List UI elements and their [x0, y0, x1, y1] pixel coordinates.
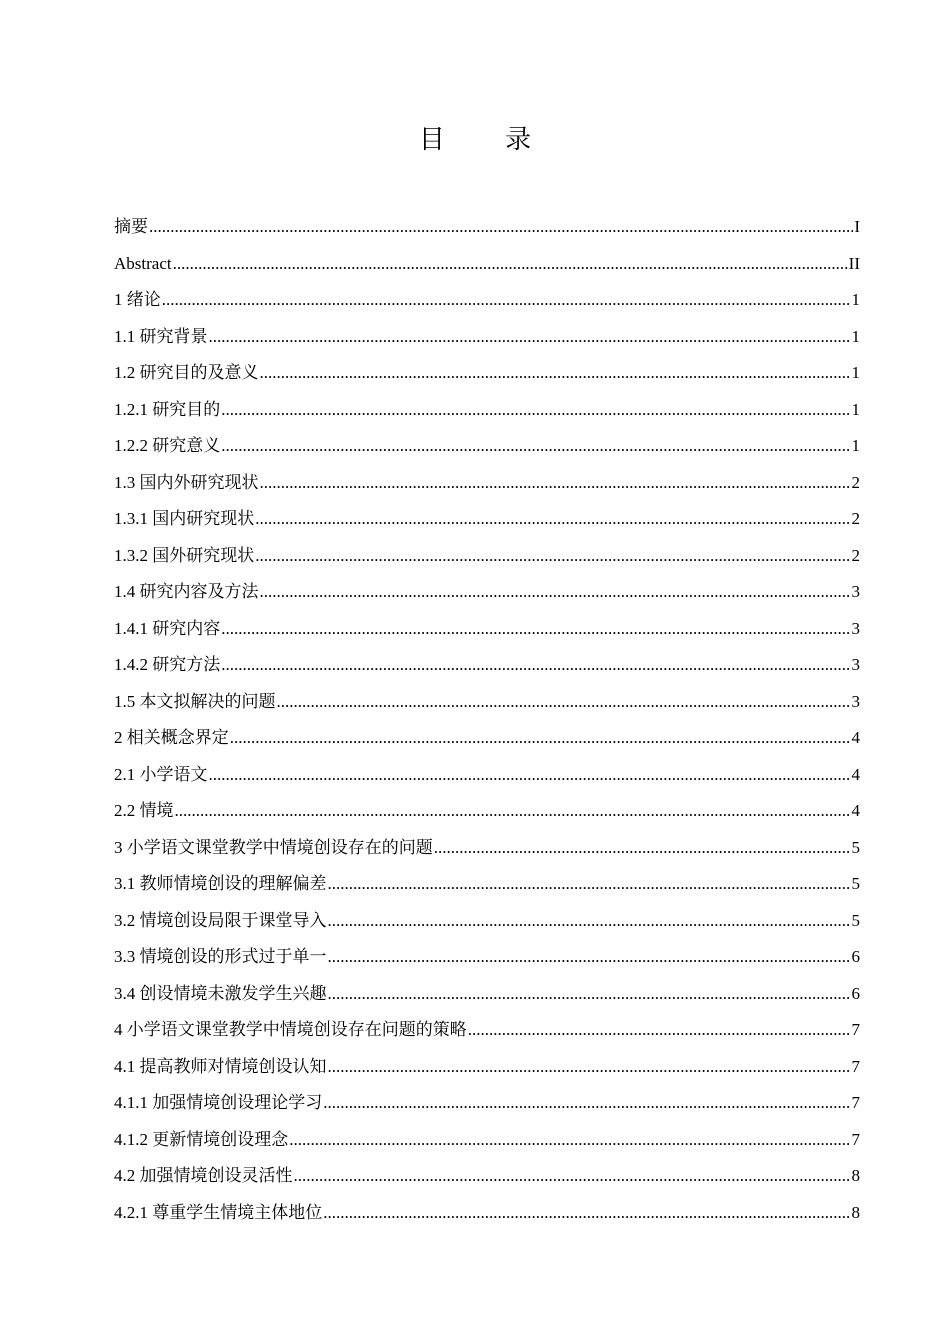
toc-entry-page-number: 3: [851, 582, 860, 601]
toc-entry[interactable]: [114, 1158, 860, 1195]
toc-dot-leader: [209, 757, 851, 794]
toc-dot-leader: [277, 684, 851, 721]
toc-entry-label: 4.2 加强情境创设灵活性: [114, 1166, 293, 1185]
toc-entry-page-number: 7: [851, 1129, 860, 1149]
toc-dot-leader: [230, 720, 851, 757]
toc-dot-leader: [221, 611, 850, 648]
toc-entry-page-number: 8: [851, 1166, 860, 1185]
toc-entry-label: 3 小学语文课堂教学中情境创设存在的问题: [114, 837, 433, 857]
toc-entry[interactable]: [114, 720, 860, 757]
toc-entry-label: 1.3.1 国内研究现状: [114, 509, 255, 528]
toc-entry-page-number: 3: [851, 655, 860, 674]
toc-entry-page-number: II: [848, 253, 860, 273]
toc-dot-leader: [175, 793, 851, 830]
toc-entry-label: 1.2 研究目的及意义: [114, 363, 259, 382]
toc-entry-label: 1.3.2 国外研究现状: [114, 545, 255, 565]
toc-entry-label: 1.1 研究背景: [114, 326, 208, 346]
toc-entry-label: 1.4.2 研究方法: [114, 655, 221, 674]
toc-entry[interactable]: [114, 392, 860, 429]
toc-entry[interactable]: [114, 1195, 860, 1232]
toc-entry-label: 4.1.2 更新情境创设理念: [114, 1129, 289, 1149]
toc-entry[interactable]: [114, 830, 860, 867]
toc-dot-leader: [260, 355, 851, 392]
toc-dot-leader: [434, 830, 851, 867]
toc-dot-leader: [294, 1158, 851, 1195]
toc-dot-leader: [323, 1195, 850, 1232]
toc-dot-leader: [255, 538, 850, 575]
toc-entry-page-number: 1: [851, 326, 860, 346]
toc-dot-leader: [468, 1012, 851, 1049]
toc-entry-page-number: 2: [851, 545, 860, 565]
toc-entry-page-number: 1: [851, 399, 860, 419]
toc-entry-label: 1.4.1 研究内容: [114, 618, 221, 638]
toc-entry-page-number: 4: [851, 728, 860, 747]
toc-entry-label: 1.4 研究内容及方法: [114, 582, 259, 601]
toc-entry-label: 2.2 情境: [114, 801, 174, 820]
toc-entry[interactable]: [114, 282, 860, 319]
toc-entry-page-number: 6: [851, 983, 860, 1003]
toc-entry[interactable]: [114, 355, 860, 392]
toc-entry[interactable]: [114, 684, 860, 721]
toc-entry-page-number: 5: [851, 910, 860, 930]
toc-dot-leader: [323, 1085, 850, 1122]
toc-entry-page-number: 3: [851, 618, 860, 638]
toc-dot-leader: [221, 428, 850, 465]
toc-entry[interactable]: [114, 246, 860, 283]
toc-dot-leader: [289, 1122, 850, 1159]
toc-entry[interactable]: [114, 866, 860, 903]
toc-dot-leader: [221, 392, 850, 429]
toc-dot-leader: [260, 574, 851, 611]
toc-dot-leader: [328, 866, 851, 903]
toc-entry-page-number: 2: [851, 509, 860, 528]
toc-entry-page-number: 7: [851, 1056, 860, 1076]
toc-entry-page-number: 1: [851, 363, 860, 382]
toc-dot-leader: [221, 647, 850, 684]
toc-entry-label: 1.2.1 研究目的: [114, 399, 221, 419]
toc-entry-label: 摘要: [114, 217, 148, 236]
toc-entry-label: Abstract: [114, 253, 172, 273]
toc-dot-leader: [328, 1049, 851, 1086]
toc-entry-page-number: 8: [851, 1202, 860, 1222]
toc-entry-page-number: 4: [851, 764, 860, 784]
toc-entry[interactable]: [114, 465, 860, 502]
toc-entry-page-number: 1: [851, 436, 860, 455]
toc-dot-leader: [173, 246, 848, 283]
toc-entry[interactable]: [114, 1012, 860, 1049]
toc-entry-label: 4 小学语文课堂教学中情境创设存在问题的策略: [114, 1020, 467, 1039]
toc-entry[interactable]: [114, 976, 860, 1013]
toc-entry[interactable]: [114, 611, 860, 648]
toc-dot-leader: [328, 939, 851, 976]
toc-entry-page-number: 5: [851, 874, 860, 893]
toc-entry-page-number: 6: [851, 947, 860, 966]
toc-entry-label: 2 相关概念界定: [114, 728, 229, 747]
toc-entry-label: 3.4 创设情境未激发学生兴趣: [114, 983, 327, 1003]
toc-dot-leader: [162, 282, 851, 319]
table-of-contents: [114, 209, 860, 1231]
toc-entry[interactable]: [114, 793, 860, 830]
toc-entry-page-number: I: [854, 217, 860, 236]
toc-entry-page-number: 3: [851, 691, 860, 711]
toc-entry[interactable]: [114, 574, 860, 611]
toc-entry-page-number: 7: [851, 1093, 860, 1112]
toc-dot-leader: [260, 465, 851, 502]
toc-dot-leader: [328, 976, 851, 1013]
toc-entry[interactable]: [114, 319, 860, 356]
toc-entry-label: 2.1 小学语文: [114, 764, 208, 784]
toc-entry-label: 4.1.1 加强情境创设理论学习: [114, 1093, 323, 1112]
toc-dot-leader: [328, 903, 851, 940]
toc-entry[interactable]: [114, 538, 860, 575]
toc-entry-label: 4.2.1 尊重学生情境主体地位: [114, 1202, 323, 1222]
toc-entry-page-number: 7: [851, 1020, 860, 1039]
toc-entry-label: 1 绪论: [114, 290, 161, 309]
toc-entry[interactable]: [114, 501, 860, 538]
toc-entry-page-number: 1: [851, 290, 860, 309]
toc-entry-label: 1.3 国内外研究现状: [114, 472, 259, 492]
toc-entry[interactable]: [114, 647, 860, 684]
toc-dot-leader: [255, 501, 850, 538]
toc-entry-page-number: 5: [851, 837, 860, 857]
page-title: 目 录: [418, 125, 558, 155]
toc-dot-leader: [209, 319, 851, 356]
toc-entry-page-number: 2: [851, 472, 860, 492]
toc-entry[interactable]: [114, 903, 860, 940]
toc-entry-label: 1.2.2 研究意义: [114, 436, 221, 455]
toc-entry-label: 4.1 提高教师对情境创设认知: [114, 1056, 327, 1076]
toc-entry-page-number: 4: [851, 801, 860, 820]
toc-entry[interactable]: [114, 757, 860, 794]
toc-entry-label: 1.5 本文拟解决的问题: [114, 691, 276, 711]
toc-entry[interactable]: [114, 939, 860, 976]
toc-entry-label: 3.3 情境创设的形式过于单一: [114, 947, 327, 966]
toc-entry[interactable]: [114, 1085, 860, 1122]
toc-entry[interactable]: [114, 209, 860, 246]
toc-entry[interactable]: [114, 1049, 860, 1086]
toc-entry-label: 3.1 教师情境创设的理解偏差: [114, 874, 327, 893]
toc-entry-label: 3.2 情境创设局限于课堂导入: [114, 910, 327, 930]
toc-entry[interactable]: [114, 1122, 860, 1159]
toc-entry[interactable]: [114, 428, 860, 465]
toc-dot-leader: [149, 209, 853, 246]
